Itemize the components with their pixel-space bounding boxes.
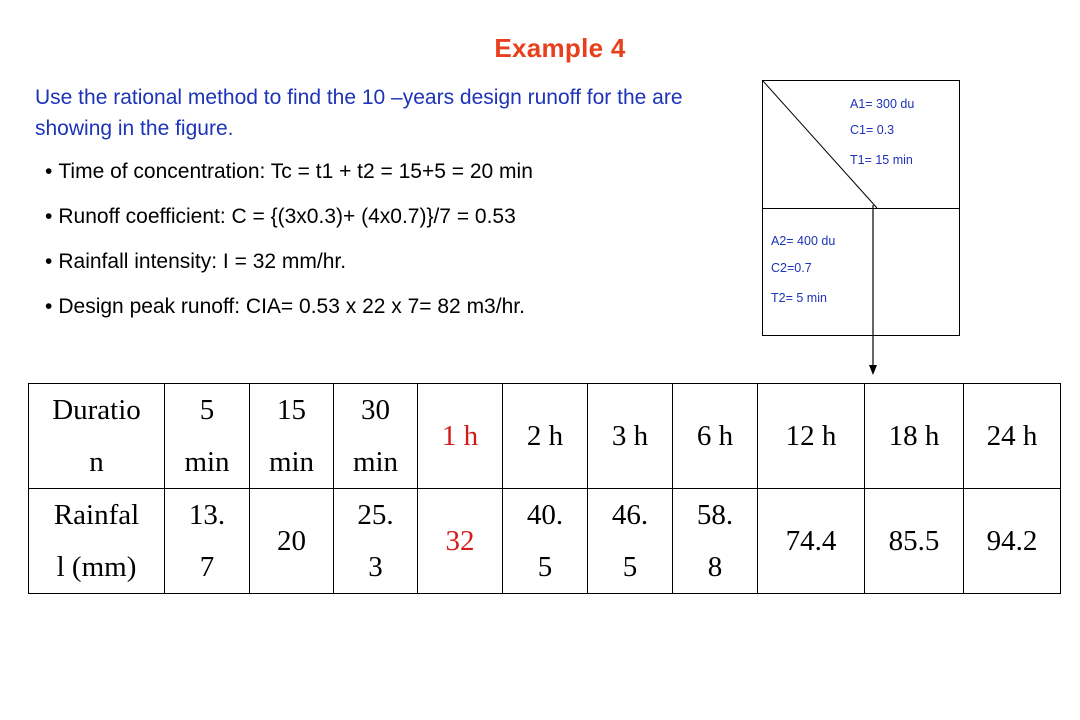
duration-cell: 18 h	[865, 384, 964, 489]
rainfall-cell: 40. 5	[503, 489, 588, 594]
duration-cell: 5 min	[165, 384, 250, 489]
rainfall-cell: 13. 7	[165, 489, 250, 594]
duration-cell-highlight: 1 h	[418, 384, 503, 489]
area2-c-label: C2=0.7	[771, 261, 812, 275]
duration-cell: 24 h	[964, 384, 1061, 489]
rainfall-cell-highlight: 32	[418, 489, 503, 594]
bullet-runoff-coefficient: • Runoff coefficient: C = {(3x0.3)+ (4x0.7)}/7 = 0.53	[45, 202, 533, 247]
duration-cell: 2 h	[503, 384, 588, 489]
rainfall-cell: 25. 3	[334, 489, 418, 594]
area1-c-label: C1= 0.3	[850, 123, 895, 137]
duration-cell: 15 min	[250, 384, 334, 489]
area1-t-label: T1= 15 min	[850, 153, 913, 167]
rainfall-cell: 74.4	[758, 489, 865, 594]
bullet-rainfall-intensity: • Rainfall intensity: I = 32 mm/hr.	[45, 247, 533, 292]
rainfall-cell: 94.2	[964, 489, 1061, 594]
area1-a-label: A1= 300 du	[850, 97, 915, 111]
rainfall-row	[29, 489, 1061, 594]
rainfall-cell: 58. 8	[673, 489, 758, 594]
rainfall-cell: 46. 5	[588, 489, 673, 594]
duration-cell: 30 min	[334, 384, 418, 489]
problem-statement: Use the rational method to find the 10 –years design runoff for the are showing in the figure.	[35, 86, 683, 140]
duration-cell: 6 h	[673, 384, 758, 489]
rainfall-cell: 20	[250, 489, 334, 594]
area2-a-label: A2= 400 du	[771, 234, 836, 248]
outlet-arrow	[860, 205, 890, 377]
rainfall-table	[28, 383, 1061, 594]
rainfall-cell: 85.5	[865, 489, 964, 594]
duration-cell: 3 h	[588, 384, 673, 489]
solution-bullets	[45, 157, 533, 337]
bullet-design-peak-runoff: • Design peak runoff: CIA= 0.53 x 22 x 7= 82 m3/hr.	[45, 292, 533, 337]
duration-row	[29, 384, 1061, 489]
bullet-time-of-concentration: • Time of concentration: Tc = t1 + t2 = 15+5 = 20 min	[45, 157, 533, 202]
duration-cell: 12 h	[758, 384, 865, 489]
rainfall-header-cell: Rainfal l (mm)	[29, 489, 165, 594]
slide-title: Example 4	[494, 33, 626, 63]
duration-header-cell: Duratio n	[29, 384, 165, 489]
area2-t-label: T2= 5 min	[771, 291, 827, 305]
